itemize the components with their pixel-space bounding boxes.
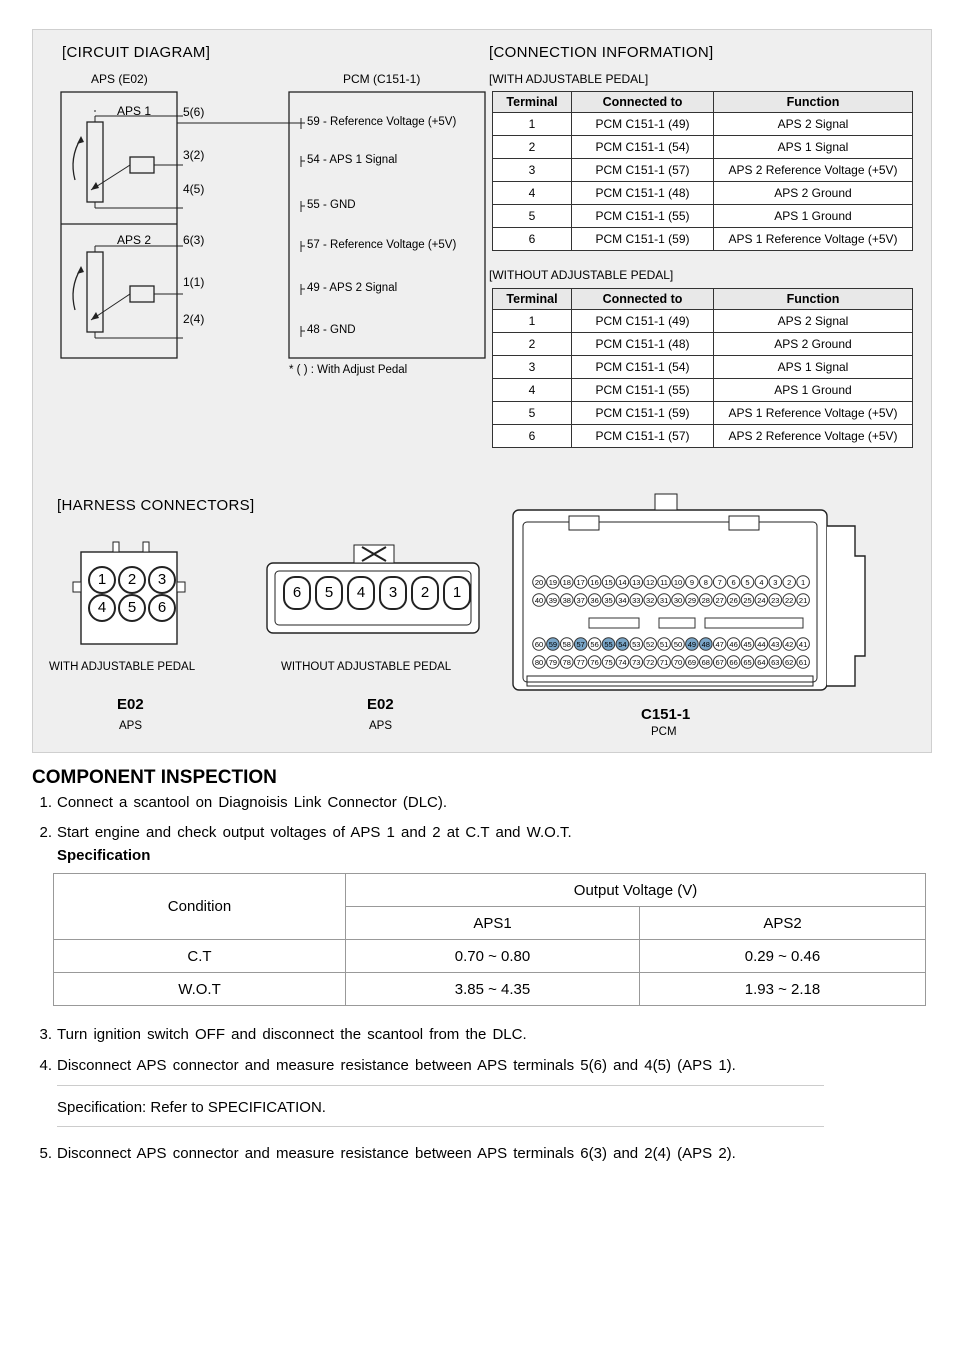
connector-pin: 6 [283, 576, 311, 610]
table-cell: 2 [493, 136, 572, 159]
connector-pin: 1 [443, 576, 471, 610]
pcm-pin-label: 23 [771, 596, 780, 605]
step-number: 4. [39, 1057, 52, 1074]
step-text: Disconnect APS connector and measure resistance between APS terminals 6(3) and 2(4) (APS 2). [57, 1145, 736, 1162]
pcm-pin-label: 73 [632, 658, 641, 667]
pcm-pin-label: 52 [646, 640, 655, 649]
table-cell: 3.85 ~ 4.35 [346, 973, 640, 1006]
pcm-pin-label: 8 [703, 578, 708, 587]
connector-pin: 2 [411, 576, 439, 610]
pcm-pin-label: 65 [743, 658, 752, 667]
table-cell: APS 2 Ground [714, 333, 913, 356]
pcm-pin-label: 34 [618, 596, 627, 605]
pcm-pin-label: 72 [646, 658, 655, 667]
pcm-pin-label: 50 [673, 640, 683, 649]
aps2-label: APS 2 [117, 233, 152, 247]
pcm-pin-label: 35 [604, 596, 613, 605]
pcm-pin-label: 17 [576, 578, 585, 587]
table-cell: 1 [493, 113, 572, 136]
pcm-pin-label: 61 [798, 658, 808, 667]
connector-pin: 3 [379, 576, 407, 610]
table-row [493, 379, 913, 402]
specification-note: Specification: Refer to SPECIFICATION. [57, 1085, 824, 1127]
table-header: Terminal [493, 92, 572, 113]
pcm-pin-label: 69 [687, 658, 697, 667]
pcm-signal: 57 - Reference Voltage (+5V) [307, 239, 457, 251]
pcm-pin-label: 67 [715, 658, 724, 667]
pcm-pin-label: 12 [646, 578, 655, 587]
pcm-pin-label: 68 [701, 658, 710, 667]
step-number: 1. [39, 794, 52, 811]
pcm-pin-label: 60 [534, 640, 544, 649]
table-cell: APS 2 Ground [714, 182, 913, 205]
connector-a-code: E02 [117, 696, 144, 713]
connector-pin: 4 [347, 576, 375, 610]
pcm-pin-label: 76 [590, 658, 599, 667]
aps1-label: APS 1 [117, 104, 152, 118]
step-number: 2. [39, 824, 52, 841]
pcm-pin-label: 63 [771, 658, 780, 667]
pcm-pin-label: 14 [618, 578, 627, 587]
pcm-pin-label: 28 [701, 596, 710, 605]
pcm-pin-label: 38 [562, 596, 571, 605]
pcm-pin-label: 45 [743, 640, 752, 649]
table-cell: APS 1 Ground [714, 205, 913, 228]
step-text: Disconnect APS connector and measure resistance between APS terminals 5(6) and 4(5) (APS 1). [57, 1057, 736, 1074]
step-text: Turn ignition switch OFF and disconnect the scantool from the DLC. [57, 1026, 527, 1043]
table-cell: 4 [493, 379, 572, 402]
pcm-pin-label: 29 [687, 596, 697, 605]
circuit-diagram-header: [CIRCUIT DIAGRAM] [62, 44, 211, 61]
table-row [493, 425, 913, 448]
condition-header: Condition [54, 874, 346, 940]
output-voltage-header: Output Voltage (V) [346, 874, 926, 907]
pcm-pin-label: 20 [534, 578, 544, 587]
pcm-pin-label: 16 [590, 578, 599, 587]
table-row [493, 136, 913, 159]
table-cell: PCM C151-1 (54) [572, 136, 714, 159]
table-row [493, 182, 913, 205]
pcm-pin-label: 44 [757, 640, 766, 649]
pcm-pin-label: 64 [757, 658, 766, 667]
table-cell: 3 [493, 159, 572, 182]
step-5 [32, 1145, 736, 1162]
connector-pin: 5 [118, 594, 146, 622]
pcm-label: PCM (C151-1) [343, 72, 421, 86]
pcm-pin-label: 6 [731, 578, 736, 587]
pcm-signal: 59 - Reference Voltage (+5V) [307, 116, 457, 128]
table-cell: APS 1 Ground [714, 379, 913, 402]
pcm-pin-label: 1 [801, 578, 806, 587]
table-header: Connected to [572, 92, 714, 113]
pcm-pin-label: 70 [673, 658, 683, 667]
pcm-pin-label: 41 [798, 640, 808, 649]
table-cell: 0.29 ~ 0.46 [640, 940, 926, 973]
aps-pin: 6(3) [183, 233, 205, 247]
table-row [493, 333, 913, 356]
table-cell: APS 2 Signal [714, 310, 913, 333]
pcm-pin-label: 4 [759, 578, 764, 587]
aps-label: APS (E02) [91, 72, 148, 86]
pcm-pin-label: 21 [798, 596, 808, 605]
pcm-pin-label: 37 [576, 596, 585, 605]
table-cell: PCM C151-1 (57) [572, 425, 714, 448]
step-number: 3. [39, 1026, 52, 1043]
aps-pin: 3(2) [183, 148, 205, 162]
table-cell: PCM C151-1 (55) [572, 379, 714, 402]
step-1 [32, 794, 447, 811]
table-cell: 4 [493, 182, 572, 205]
table-cell: APS 2 Reference Voltage (+5V) [714, 159, 913, 182]
table-header: Function [714, 92, 913, 113]
connector-pin: 6 [148, 594, 176, 622]
with-pedal-table [492, 91, 913, 251]
table-row [493, 228, 913, 251]
pcm-signal: 55 - GND [307, 199, 356, 211]
aps2-header: APS2 [640, 907, 926, 940]
pcm-pin-label: 2 [787, 578, 792, 587]
connector-b-code: E02 [367, 696, 394, 713]
connector-pin: 3 [148, 566, 176, 594]
pcm-pin-label: 42 [785, 640, 794, 649]
table-row [54, 940, 926, 973]
table-cell: 0.70 ~ 0.80 [346, 940, 640, 973]
table-header: Terminal [493, 289, 572, 310]
pcm-pin-label: 30 [673, 596, 683, 605]
pcm-pin-label: 7 [717, 578, 722, 587]
aps-pin: 4(5) [183, 182, 205, 196]
table-cell: 5 [493, 402, 572, 425]
pcm-connector-code: C151-1 [641, 706, 691, 723]
pcm-pin-label: 27 [715, 596, 724, 605]
table-cell: APS 2 Reference Voltage (+5V) [714, 425, 913, 448]
specification-label: Specification [57, 847, 151, 864]
pcm-pin-label: 13 [632, 578, 641, 587]
table-cell: 6 [493, 228, 572, 251]
connector-pin: 4 [88, 594, 116, 622]
table-cell: APS 1 Reference Voltage (+5V) [714, 402, 913, 425]
section-title: COMPONENT INSPECTION [32, 767, 277, 788]
table-cell: 5 [493, 205, 572, 228]
connector-a-name: APS [119, 720, 143, 732]
connector-a-caption: WITH ADJUSTABLE PEDAL [49, 661, 196, 673]
pcm-pin-label: 56 [590, 640, 599, 649]
table-row [493, 402, 913, 425]
pcm-pin-label: 33 [632, 596, 641, 605]
without-pedal-table [492, 288, 913, 448]
table-row [54, 973, 926, 1006]
pcm-pin-label: 3 [773, 578, 778, 587]
table-cell: 3 [493, 356, 572, 379]
with-pedal-caption: [WITH ADJUSTABLE PEDAL] [489, 72, 649, 86]
step-3 [32, 1026, 527, 1043]
table-cell: W.O.T [54, 973, 346, 1006]
pcm-key-slot [589, 618, 639, 628]
table-cell: PCM C151-1 (59) [572, 228, 714, 251]
pcm-pin-label: 47 [715, 640, 724, 649]
aps-pin: 1(1) [183, 275, 205, 289]
pcm-pin-label: 80 [534, 658, 544, 667]
table-row [493, 356, 913, 379]
connector-b-caption: WITHOUT ADJUSTABLE PEDAL [281, 661, 452, 673]
table-cell: PCM C151-1 (48) [572, 182, 714, 205]
aps-pin: 5(6) [183, 105, 205, 119]
pcm-pin-label: 25 [743, 596, 752, 605]
connector-b-name: APS [369, 720, 393, 732]
pcm-pin-label: 11 [660, 578, 668, 587]
pcm-connector-name: PCM [651, 726, 677, 738]
pcm-signal: 48 - GND [307, 324, 356, 336]
table-cell: PCM C151-1 (57) [572, 159, 714, 182]
connection-info-header: [CONNECTION INFORMATION] [489, 44, 714, 61]
pcm-key-slot [659, 618, 695, 628]
pcm-pin-label: 9 [689, 578, 694, 587]
table-cell: 1.93 ~ 2.18 [640, 973, 926, 1006]
table-cell: 1 [493, 310, 572, 333]
table-cell: APS 1 Signal [714, 136, 913, 159]
pcm-pin-label: 22 [785, 596, 794, 605]
pcm-pin-label: 51 [659, 640, 669, 649]
pcm-pin-label: 53 [632, 640, 641, 649]
pcm-pin-label: 32 [646, 596, 655, 605]
pcm-pin-label: 36 [590, 596, 599, 605]
pcm-pin-label: 46 [729, 640, 738, 649]
step-text: Connect a scantool on Diagnoisis Link Connector (DLC). [57, 794, 448, 811]
pcm-pin-label: 49 [687, 640, 697, 649]
pcm-pin-label: 48 [701, 640, 710, 649]
pcm-pin-label: 66 [729, 658, 738, 667]
table-row [493, 113, 913, 136]
pcm-pin-label: 31 [659, 596, 669, 605]
pcm-signal: 54 - APS 1 Signal [307, 154, 398, 166]
without-pedal-caption: [WITHOUT ADJUSTABLE PEDAL] [489, 268, 674, 282]
step-4 [32, 1057, 736, 1074]
pcm-pin-label: 54 [618, 640, 627, 649]
table-cell: 6 [493, 425, 572, 448]
pcm-pin-label: 75 [604, 658, 613, 667]
pcm-pin-label: 43 [771, 640, 780, 649]
pcm-pin-label: 57 [576, 640, 585, 649]
table-cell: APS 1 Signal [714, 356, 913, 379]
step-2 [32, 824, 572, 841]
pcm-pin-label: 74 [618, 658, 627, 667]
table-cell: PCM C151-1 (55) [572, 205, 714, 228]
pcm-pin-label: 40 [534, 596, 544, 605]
pcm-pin-label: 58 [562, 640, 571, 649]
pcm-pin-label: 26 [729, 596, 738, 605]
wiring-figure [32, 29, 932, 753]
pcm-pin-label: 78 [562, 658, 571, 667]
pcm-connector [509, 486, 889, 696]
table-cell: APS 1 Reference Voltage (+5V) [714, 228, 913, 251]
pcm-pin-label: 39 [548, 596, 558, 605]
pcm-pin-label: 19 [548, 578, 558, 587]
step-number: 5. [39, 1145, 52, 1162]
pcm-pin-label: 77 [576, 658, 585, 667]
table-row [493, 310, 913, 333]
circuit-schematic [33, 30, 493, 380]
output-voltage-table [53, 873, 926, 1006]
table-cell: PCM C151-1 (49) [572, 310, 714, 333]
table-cell: PCM C151-1 (49) [572, 113, 714, 136]
connector-pin: 5 [315, 576, 343, 610]
pcm-key-slot [705, 618, 803, 628]
table-cell: PCM C151-1 (54) [572, 356, 714, 379]
table-row [493, 159, 913, 182]
table-row [493, 205, 913, 228]
adjust-pedal-footnote: * ( ) : With Adjust Pedal [289, 364, 408, 376]
pcm-pin-label: 15 [604, 578, 613, 587]
connector-pin: 1 [88, 566, 116, 594]
table-cell: PCM C151-1 (59) [572, 402, 714, 425]
aps-pin: 2(4) [183, 312, 205, 326]
table-cell: 2 [493, 333, 572, 356]
table-cell: APS 2 Signal [714, 113, 913, 136]
table-cell: PCM C151-1 (48) [572, 333, 714, 356]
pcm-signal: 49 - APS 2 Signal [307, 282, 398, 294]
pcm-pin-label: 59 [548, 640, 558, 649]
pcm-pin-label: 55 [604, 640, 613, 649]
aps1-header: APS1 [346, 907, 640, 940]
connector-pin: 2 [118, 566, 146, 594]
pcm-pin-label: 5 [745, 578, 750, 587]
harness-connectors-header: [HARNESS CONNECTORS] [57, 497, 255, 514]
pcm-pin-label: 79 [548, 658, 558, 667]
pcm-pin-label: 24 [757, 596, 766, 605]
step-text: Start engine and check output voltages of APS 1 and 2 at C.T and W.O.T. [57, 824, 572, 841]
table-header: Connected to [572, 289, 714, 310]
pcm-pin-label: 62 [785, 658, 794, 667]
table-header: Function [714, 289, 913, 310]
table-cell: C.T [54, 940, 346, 973]
pcm-pin-label: 18 [562, 578, 571, 587]
pcm-pin-label: 10 [673, 578, 683, 587]
pcm-pin-label: 71 [659, 658, 669, 667]
